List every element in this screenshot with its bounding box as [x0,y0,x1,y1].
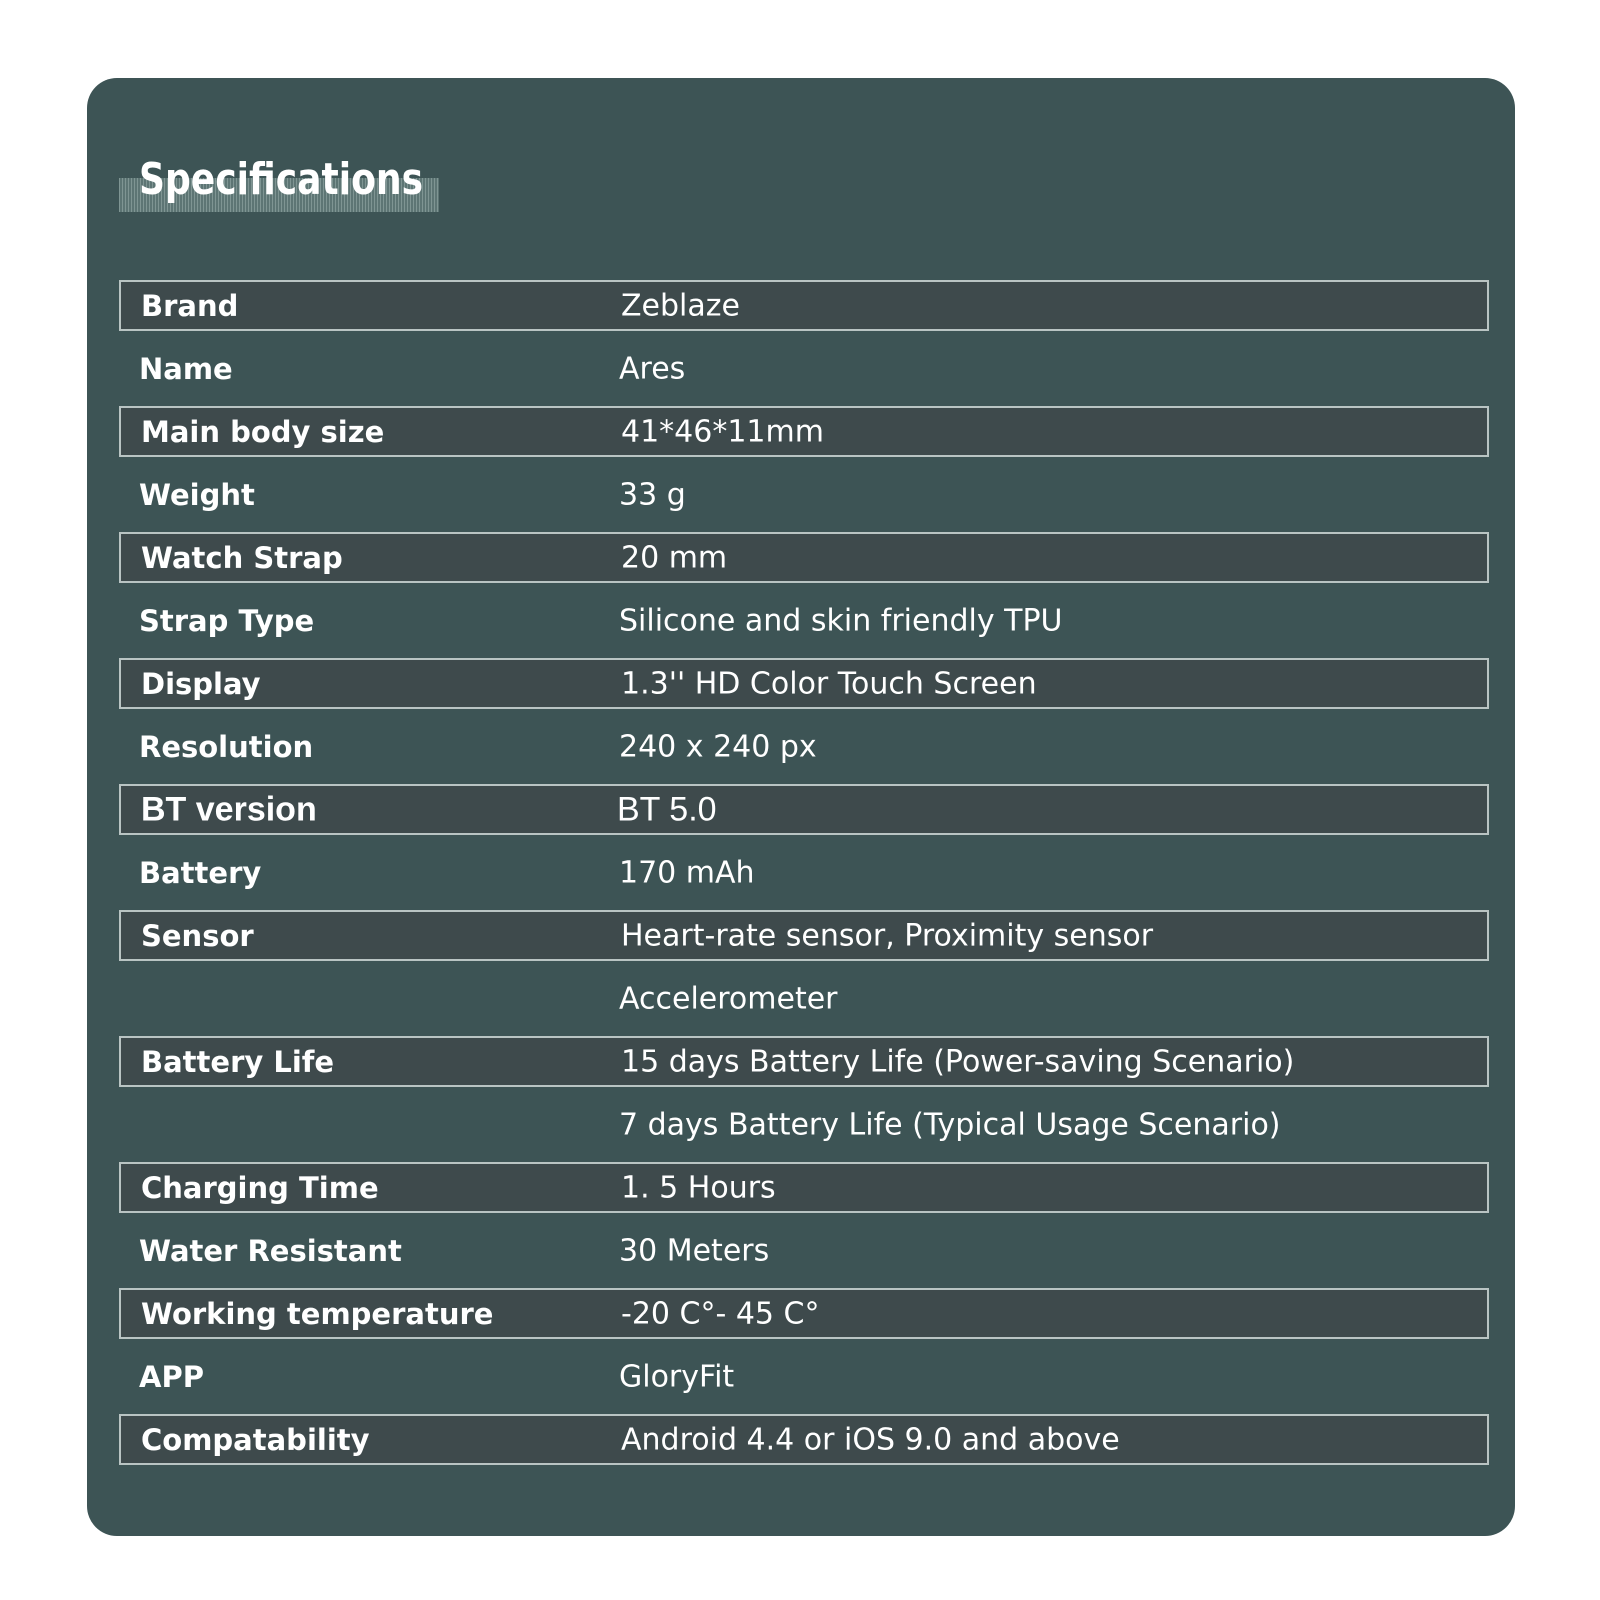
spec-label: Strap Type [139,603,315,638]
spec-label: Watch Strap [141,540,343,575]
spec-label: Compatability [141,1422,370,1457]
spec-row-resolution [119,715,1489,778]
spec-row-charging-time [119,1162,1489,1213]
spec-label: Resolution [139,729,314,764]
page-title: Specifications [139,154,424,205]
spec-label: Water Resistant [139,1233,402,1268]
spec-row-brand [119,280,1489,331]
spec-row-battery [119,841,1489,904]
spec-label: Charging Time [141,1170,379,1205]
section-heading [119,156,439,212]
spec-value: 20 mm [621,540,728,575]
spec-value: 170 mAh [619,855,755,890]
spec-row-watch-strap [119,532,1489,583]
spec-row-sensor [119,910,1489,961]
spec-table [119,274,1489,1471]
spec-label: BT version [141,790,317,828]
spec-row-bt-version [119,784,1489,835]
spec-label: Brand [141,288,239,323]
spec-row-working-temperature [119,1288,1489,1339]
spec-label: Weight [139,477,255,512]
spec-value: -20 C°- 45 C° [621,1296,820,1331]
spec-label: Name [139,351,233,386]
spec-value: BT 5.0 [617,790,717,828]
spec-row-name [119,337,1489,400]
spec-value: Ares [619,351,686,386]
spec-label: Display [141,666,261,701]
spec-value: Android 4.4 or iOS 9.0 and above [621,1422,1120,1457]
spec-value: 1.3'' HD Color Touch Screen [621,666,1037,701]
spec-row-display [119,658,1489,709]
specifications-card [87,78,1515,1536]
spec-value: 41*46*11mm [621,414,824,449]
spec-value: 1. 5 Hours [621,1170,776,1205]
spec-label: Battery Life [141,1044,335,1079]
spec-row-weight [119,463,1489,526]
spec-label: Main body size [141,414,385,449]
spec-value: Silicone and skin friendly TPU [619,603,1063,638]
spec-label: APP [139,1359,204,1394]
spec-label: Battery [139,855,262,890]
spec-value: 33 g [619,477,686,512]
spec-value: 15 days Battery Life (Power-saving Scenario) [621,1044,1295,1079]
spec-row-water-resistant [119,1219,1489,1282]
spec-row-compatability [119,1414,1489,1465]
spec-value: Heart-rate sensor, Proximity sensor [621,918,1154,953]
spec-row-battery-life [119,1036,1489,1087]
spec-row-battery-life-continued [119,1093,1489,1156]
spec-value: 30 Meters [619,1233,770,1268]
spec-label: Sensor [141,918,254,953]
spec-row-sensor-continued [119,967,1489,1030]
spec-value: 7 days Battery Life (Typical Usage Scenario) [619,1107,1281,1142]
spec-value: GloryFit [619,1359,735,1394]
spec-label: Working temperature [141,1296,494,1331]
spec-row-strap-type [119,589,1489,652]
spec-row-main-body-size [119,406,1489,457]
spec-value: Zeblaze [621,288,740,323]
spec-value: Accelerometer [619,981,838,1016]
spec-value: 240 x 240 px [619,729,817,764]
spec-row-app [119,1345,1489,1408]
